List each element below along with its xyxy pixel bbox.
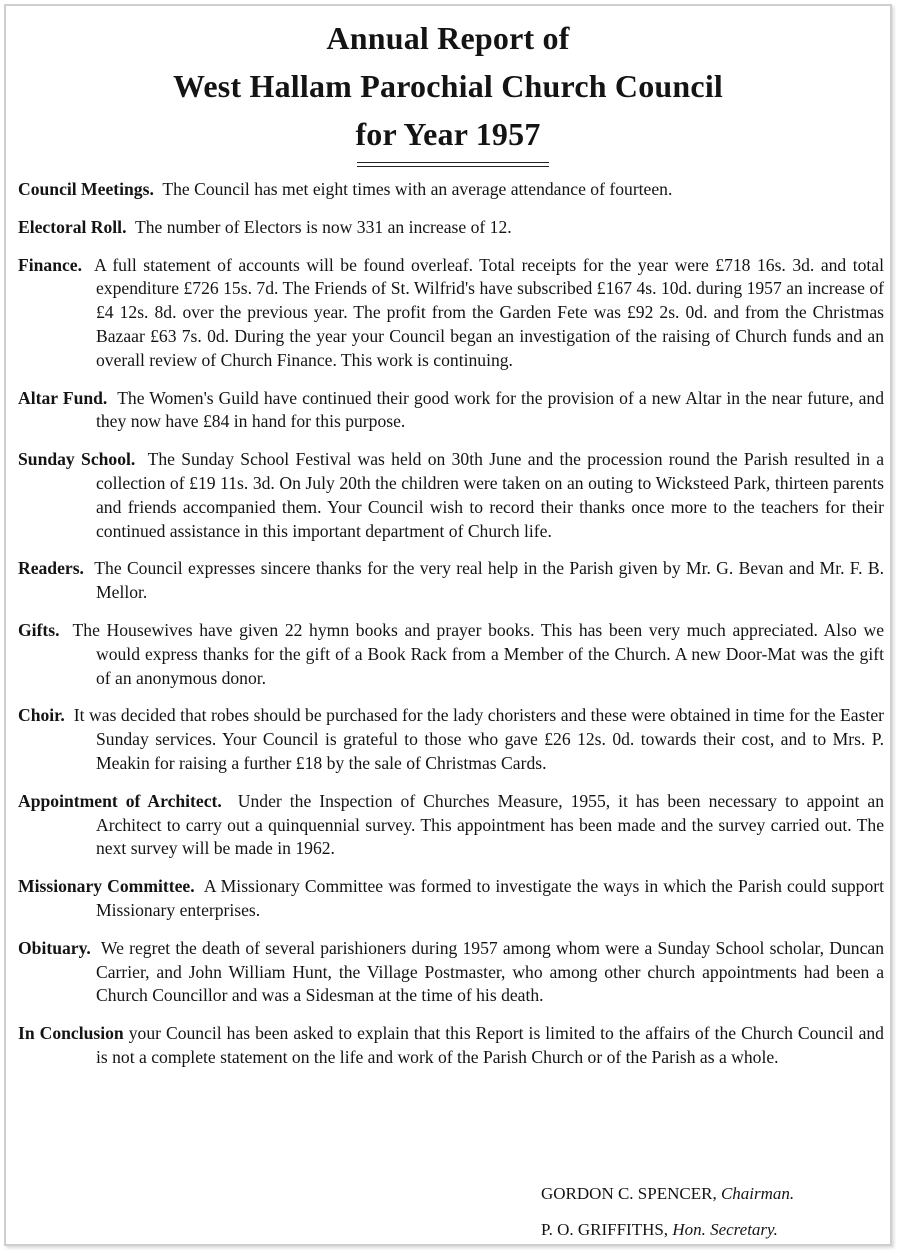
title-double-rule [357, 162, 549, 167]
section-heading: Gifts. [18, 619, 60, 640]
section-altar-fund [18, 387, 884, 435]
chairman-role: Chairman. [720, 1184, 795, 1203]
section-heading: Electoral Roll. [18, 216, 127, 237]
section-text: The Council expresses sincere thanks for the very real help in the Parish given by Mr. G. Bevan and Mr. F. B. Mellor. [94, 558, 885, 603]
secretary-role: Hon. Secretary. [672, 1220, 778, 1239]
section-appointment-of-architect [18, 790, 884, 861]
secretary-name: P. O. GRIFFITHS, [541, 1220, 669, 1239]
section-heading: Sunday School. [18, 449, 136, 470]
section-gifts [18, 619, 884, 690]
section-heading: Appointment of Architect. [18, 790, 222, 811]
report-body [18, 178, 884, 1084]
section-council-meetings [18, 178, 884, 202]
section-heading: Council Meetings. [18, 179, 154, 199]
section-heading: Missionary Committee. [18, 876, 195, 897]
section-choir [18, 704, 884, 775]
section-heading: Altar Fund. [18, 387, 108, 408]
section-in-conclusion [18, 1022, 884, 1070]
title-line-3: for Year 1957 [355, 116, 541, 152]
report-page [4, 4, 892, 1246]
section-text: A full statement of accounts will be found overleaf. Total receipts for the year were £718 16s. 3d. and total expenditure £726 15s. 7d. The Friends of St. Wilfrid's have subscribed £167 4s. 10d. during 1957 an increase of £4 12s. 8d. over the previous year. The profit from the Garden Fete was £92 2s. 0d. and from the Christmas Bazaar £63 7s. 0d. During the year your Council began an investigation of the raising of Church funds and an overall review of Church Finance. This work is continuing. [94, 254, 884, 370]
section-text: The Sunday School Festival was held on 30th June and the procession round the Parish resulted in a collection of £19 11s. 3d. On July 20th the children were taken on an outing to Wicksteed Park, thirteen parents and friends accompanied them. Your Council wish to record their thanks once more to the teachers for their continued assistance in this important department of Church life. [96, 449, 884, 541]
section-text: The number of Electors is now 331 an increase of 12. [134, 216, 512, 237]
section-finance [18, 254, 884, 373]
section-heading: Choir. [18, 705, 65, 726]
section-text: The Women's Guild have continued their good work for the provision of a new Altar in the near future, and they now have £84 in hand for this purpose. [96, 387, 885, 432]
title-line-1: Annual Report of [326, 20, 570, 56]
section-heading: Finance. [18, 254, 83, 275]
section-heading: Obituary. [18, 937, 91, 958]
report-title [6, 14, 890, 158]
chairman-name: GORDON C. SPENCER, [541, 1184, 717, 1203]
section-electoral-roll [18, 216, 884, 240]
section-text: Under the Inspection of Churches Measure, 1955, it has been necessary to appoint an Architect to carry out a quinquennial survey. This appointment has been made and the survey carried out. The next survey will be made in 1962. [96, 790, 885, 859]
section-heading: In Conclusion [18, 1023, 124, 1044]
section-text: We regret the death of several parishioners during 1957 among whom were a Sunday School scholar, Duncan Carrier, and John William Hunt, the Village Postmaster, who among other church appointments had been a Church Councillor and was a Sidesman at the time of his death. [96, 937, 884, 1006]
section-text: The Council has met eight times with an average attendance of fourteen. [162, 179, 673, 199]
section-readers [18, 557, 884, 605]
title-line-2: West Hallam Parochial Church Council [172, 68, 724, 104]
section-heading: Readers. [18, 558, 84, 579]
section-text: your Council has been asked to explain that this Report is limited to the affairs of the Church Council and is not a complete statement on the life and work of the Parish Church or of the Parish as a whole. [96, 1023, 884, 1067]
section-text: It was decided that robes should be purchased for the lady choristers and these were obtained in time for the Easter Sunday services. Your Council is grateful to those who gave £26 12s. 0d. towards their cost, and to Mrs. P. Meakin for raising a further £18 by the sale of Christmas Cards. [73, 705, 884, 773]
section-text: A Missionary Committee was formed to investigate the ways in which the Parish could support Missionary enterprises. [96, 876, 884, 920]
section-text: The Housewives have given 22 hymn books and prayer books. This has been very much appreciated. Also we would express thanks for the gift of a Book Rack from a Member of the Church. A new Door-Mat was the gift of an anonymous donor. [72, 619, 885, 688]
section-sunday-school [18, 448, 884, 543]
section-missionary-committee [18, 875, 884, 923]
section-obituary [18, 937, 884, 1008]
signature-secretary [541, 1220, 778, 1240]
signature-chairman [541, 1184, 794, 1204]
